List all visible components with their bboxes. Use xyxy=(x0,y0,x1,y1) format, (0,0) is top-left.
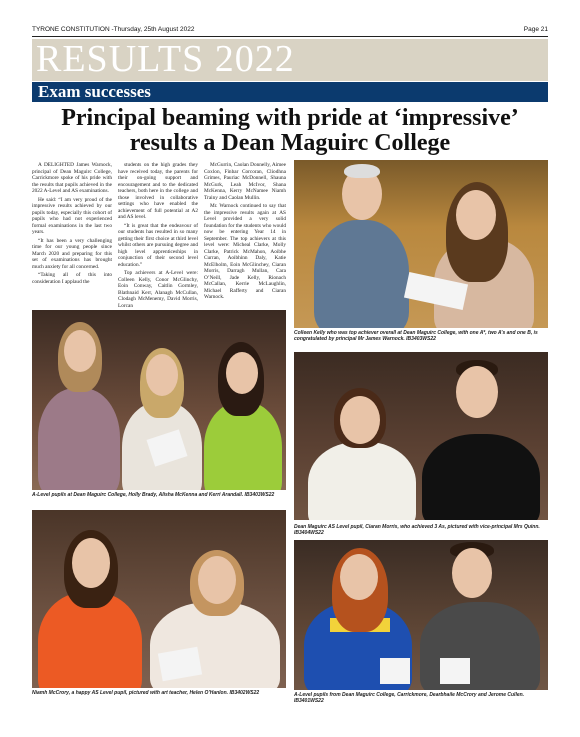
page-header xyxy=(32,26,548,37)
page-number: Page 21 xyxy=(523,26,548,33)
paragraph: McGurrin, Caolan Donnelly, Aimee Coxlon, Finbar Corcoran, Cliodhna Grimes, Pauriac McDonnell, Shauna McGurk, Leah McIvor, Shana McKenna, Kerry McNamee Niamh Trainy and Caolan Mullin. xyxy=(204,162,287,201)
person-hair xyxy=(344,164,380,178)
paragraph: He said: “I am very proud of the impressive results achieved by our pupils today, especially this cohort of pupils who had not experienced formal examinations in the last two years. xyxy=(32,196,112,235)
person-head xyxy=(146,354,178,396)
person-head xyxy=(452,548,492,598)
person-principal xyxy=(314,220,409,328)
section-subtitle: Exam successes xyxy=(38,82,151,101)
photo-caption: A-Level pupils at Dean Maguirc College, Holly Brady, Alisha McKenna and Kerri Arandall. IB3403WS22 xyxy=(32,492,275,498)
photo-three-pupils xyxy=(32,310,286,490)
article-column-3 xyxy=(204,162,286,308)
person-head xyxy=(456,366,498,418)
person-vice-principal xyxy=(308,442,416,520)
publication-date: TYRONE CONSTITUTION -Thursday, 25th August 2022 xyxy=(32,26,195,33)
person-head xyxy=(72,538,110,588)
photo-caption: Niamh McCrory, a happy AS Level pupil, pictured with art teacher, Helen O’Hanlon. IB3402WS22 xyxy=(32,690,260,696)
paragraph: “It is great that the endeavour of our students has resulted in so many getting their first choice at third level whilst others are pursuing degree and high level apprenticeships in conjunction of their second level education.” xyxy=(118,222,198,268)
section-title: RESULTS 2022 xyxy=(36,38,295,80)
person-pupil xyxy=(422,434,540,520)
article-headline xyxy=(32,106,548,156)
person-pupil xyxy=(420,602,540,690)
person-head xyxy=(64,330,96,372)
paragraph: A DELIGHTED James Warnock, principal of Dean Maguirc College, Carrickmore spoke of his pride with the results that pupils achieved in the 2022 A-Level and AS examinations. xyxy=(32,162,112,194)
headline-line-1: Principal beaming with pride at ‘impressive’ xyxy=(61,105,519,131)
headline-line-2: results a Dean Maguirc College xyxy=(129,130,451,156)
person-head xyxy=(226,352,258,394)
photo-as-pupil-with-vice-principal xyxy=(294,352,548,520)
photo-two-a-level-pupils xyxy=(294,540,548,690)
results-envelope xyxy=(380,658,410,684)
person-head xyxy=(340,554,378,600)
paragraph: “Taking all of this into consideration I applaud the xyxy=(32,272,112,285)
paragraph: students on the high grades they have received today, the parents for their on-going support and encouragement and to the dedicated teachers, both here in the college and those involved in collaborative settings who have enabled the achievement of full potential at A2 and AS level. xyxy=(118,162,198,220)
section-subbar xyxy=(32,82,548,102)
paragraph: “It has been a very challenging time for our young people since March 2020 and preparing for this set of examinations has brought much anxiety for all concerned. xyxy=(32,237,112,270)
person-pupil xyxy=(38,388,120,490)
results-envelope xyxy=(440,658,470,684)
article-column-1 xyxy=(32,162,112,308)
section-banner xyxy=(32,39,548,81)
photo-principal-with-pupil xyxy=(294,160,548,328)
photo-caption: A-Level pupils from Dean Maguirc College, Carrickmore, Dearbhaile McCrory and Jerome Cullen. IB3401WS22 xyxy=(294,692,525,704)
photo-caption: Colleen Kelly who was top achiever overall at Dean Maguirc College, with one A*, two A’s and one B, is congratulated by principal Mr James Warnock. IB3403WS22 xyxy=(294,330,538,342)
person-head xyxy=(456,190,496,240)
paragraph: Mr. Warnock continued to say that the impressive results again at AS Level provided a very solid foundation for the students who would now be entering Year 14 in September. The top achievers at this level were: Micheal Clarke, Molly Clarke, Patrick McMahon, Aoibhe Curran, Aoibhinn Daly, Katie McElholm, Eoin McGlinchey, Ciaran Morris, Darragh Mullan, Cara O’Neill, Jade Kelly, Rionach McCallan, Kerrie McLaughlin, Michael Rafferty and Ciaran Warnock. xyxy=(204,203,286,300)
article-column-2 xyxy=(118,162,198,308)
photo-pupil-with-art-teacher xyxy=(32,510,286,688)
person-head xyxy=(340,396,380,444)
photo-caption: Dean Maguirc AS Level pupil, Ciaran Morris, who achieved 3 As, pictured with vice-principal Mrs Quinn. IB3404WS22 xyxy=(294,524,540,536)
person-head xyxy=(198,556,236,604)
paragraph: Top achievers at A-Level were: Colleen Kelly, Conor McGlinchy, Eoin Conway, Caitlin Gormley, Blathnaid Kerr, Alanagh McCullan, Clodagh McMenemy, David Morris, Lorcan xyxy=(118,270,198,309)
